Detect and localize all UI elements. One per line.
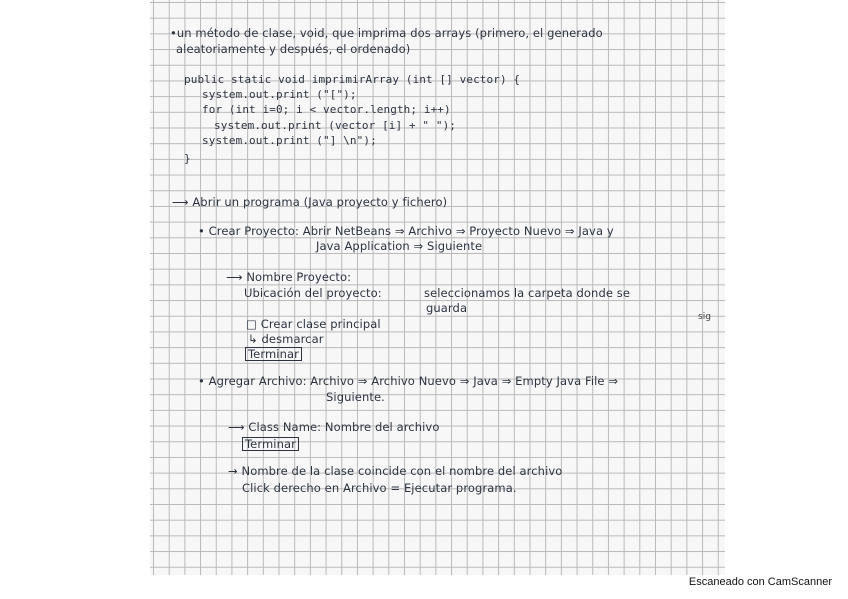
code-line-1: public static void imprimirArray (int [] vector) {	[184, 73, 521, 86]
margin-mark: sig	[698, 312, 711, 322]
code-line-3: for (int i=0; i < vector.length; i++)	[202, 103, 451, 116]
crear-proyecto-line-2: Java Application ⇒ Siguiente	[316, 239, 483, 253]
section-title: ⟶ Abrir un programa (Java proyecto y fichero)	[172, 195, 448, 209]
agregar-archivo-line-1: • Agregar Archivo: Archivo ⇒ Archivo Nuevo ⇒ Java ⇒ Empty Java File ⇒	[198, 374, 619, 388]
ubicacion-note-2: guarda	[426, 301, 468, 315]
scanner-footer: Escaneado con CamScanner	[688, 576, 832, 588]
step-desmarcar: ↳ desmarcar	[248, 332, 324, 346]
step-ubicacion: Ubicación del proyecto:	[244, 286, 382, 300]
final-note-2: Click derecho en Archivo = Ejecutar programa.	[242, 481, 517, 495]
notebook-page	[150, 0, 725, 575]
crear-proyecto-line-1: • Crear Proyecto: Abrir NetBeans ⇒ Archivo ⇒ Proyecto Nuevo ⇒ Java y	[198, 224, 614, 238]
intro-line-2: aleatoriamente y después, el ordenado)	[176, 42, 411, 56]
code-closing-brace: }	[184, 152, 191, 165]
code-line-5: system.out.print ("] \n");	[202, 134, 377, 147]
code-line-2: system.out.print ("[");	[202, 88, 357, 101]
terminar-box-2: Terminar	[242, 437, 299, 451]
agregar-archivo-line-2: Siguiente.	[326, 390, 385, 404]
code-line-4: system.out.print (vector [i] + " ");	[214, 119, 457, 132]
step-class-name: ⟶ Class Name: Nombre del archivo	[228, 420, 440, 434]
step-nombre-proyecto: ⟶ Nombre Proyecto:	[226, 270, 352, 284]
terminar-box-1: Terminar	[245, 347, 302, 361]
ubicacion-note-1: seleccionamos la carpeta donde se	[424, 286, 631, 300]
final-note-1: → Nombre de la clase coincide con el nombre del archivo	[228, 464, 563, 478]
intro-line-1: •un método de clase, void, que imprima dos arrays (primero, el generado	[170, 26, 603, 40]
step-crear-clase-checkbox: □ Crear clase principal	[246, 317, 381, 331]
